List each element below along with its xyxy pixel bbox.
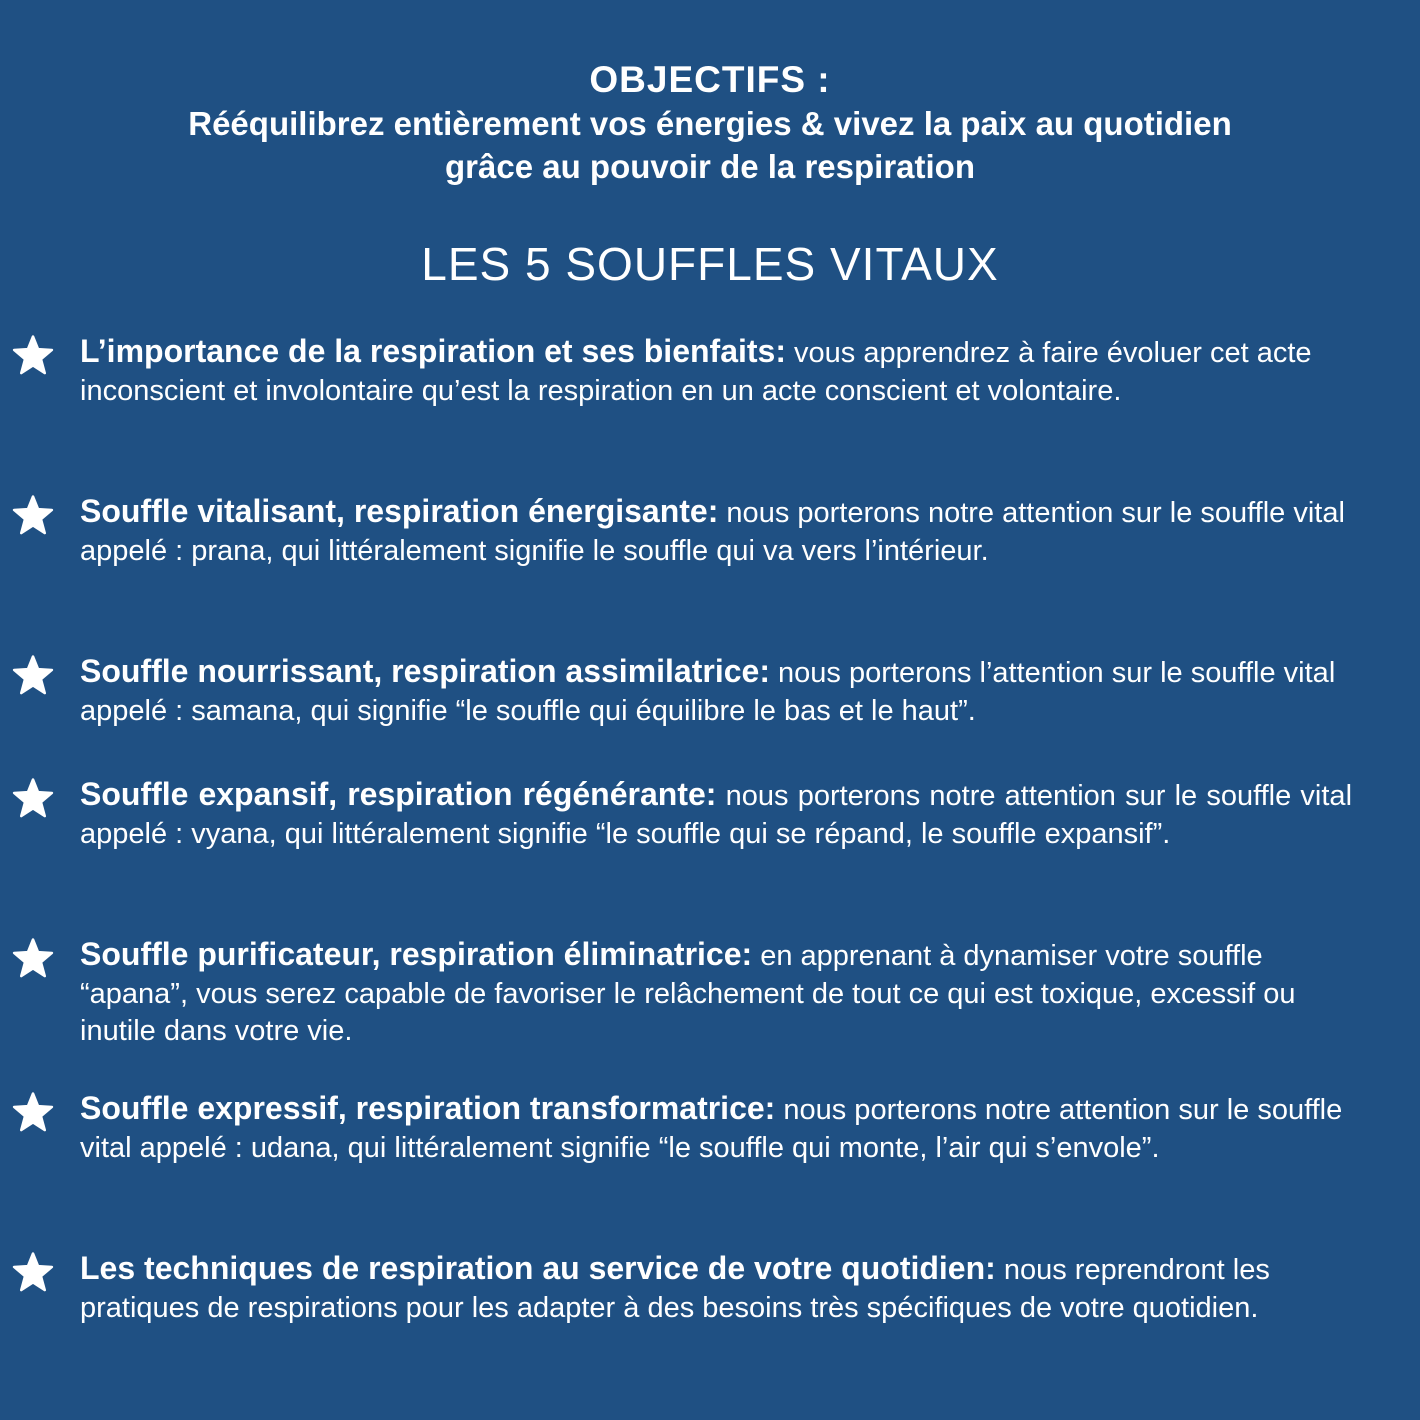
list-item (12, 333, 1352, 410)
list-item (12, 493, 1352, 570)
list-item-text (80, 493, 1352, 570)
star-icon (12, 1091, 54, 1133)
list-item (12, 1090, 1352, 1167)
list-item-text (80, 1250, 1352, 1327)
list-item-description: nous porterons notre attention sur le souffle vital appelé : udana, qui littéralement signifie “le souffle qui monte, l’air qui s’envole”. (80, 1094, 1343, 1164)
list-item-description: nous porterons notre attention sur le souffle vital appelé : prana, qui littéralement signifie le souffle qui va vers l’intérieur. (80, 497, 1345, 567)
list-item-description: nous porterons notre attention sur le souffle vital appelé : vyana, qui littéralement signifie “le souffle qui se répand, le souffle expansif”. (80, 780, 1353, 850)
list-item-description: en apprenant à dynamiser votre souffle “apana”, vous serez capable de favoriser le relâchement de tout ce qui est toxique, excessif ou inutile dans votre vie. (80, 940, 1296, 1047)
list-item-title: Souffle vitalisant, respiration énergisante: (80, 493, 719, 529)
objectifs-title: OBJECTIFS : (589, 59, 831, 100)
list-item-text (80, 653, 1352, 730)
list-item-description: nous porterons l’attention sur le souffle vital appelé : samana, qui signifie “le souffle qui équilibre le bas et le haut”. (80, 657, 1336, 727)
list-item-title: Souffle expressif, respiration transformatrice: (80, 1090, 776, 1126)
list-item-text (80, 1090, 1352, 1167)
list-item-description: vous apprendrez à faire évoluer cet acte inconscient et involontaire qu’est la respiration en un acte conscient et volontaire. (80, 337, 1312, 407)
list-item-text (80, 776, 1352, 853)
list-item-title: L’importance de la respiration et ses bienfaits: (80, 333, 786, 369)
list-item (12, 1250, 1352, 1327)
list-item-description: nous reprendront les pratiques de respirations pour les adapter à des besoins très spécifiques de votre quotidien. (80, 1254, 1270, 1324)
star-icon (12, 494, 54, 536)
list-item (12, 653, 1352, 730)
list-item (12, 936, 1352, 1051)
objectifs-subtitle-line-2: grâce au pouvoir de la respiration (445, 148, 975, 185)
list-item-text (80, 936, 1352, 1051)
list-item-text (80, 333, 1352, 410)
star-icon (12, 1251, 54, 1293)
list-item (12, 776, 1352, 853)
list-item-title: Les techniques de respiration au service de votre quotidien: (80, 1250, 996, 1286)
star-icon (12, 334, 54, 376)
list-item-title: Souffle expansif, respiration régénérante: (80, 776, 717, 812)
star-icon (12, 777, 54, 819)
list-item-title: Souffle purificateur, respiration éliminatrice: (80, 936, 753, 972)
section-title: LES 5 SOUFFLES VITAUX (421, 238, 999, 290)
star-icon (12, 937, 54, 979)
star-icon (12, 654, 54, 696)
list-item-title: Souffle nourrissant, respiration assimilatrice: (80, 653, 770, 689)
objectifs-header (0, 58, 1420, 188)
objectifs-subtitle-line-1: Rééquilibrez entièrement vos énergies & vivez la paix au quotidien (188, 105, 1232, 142)
